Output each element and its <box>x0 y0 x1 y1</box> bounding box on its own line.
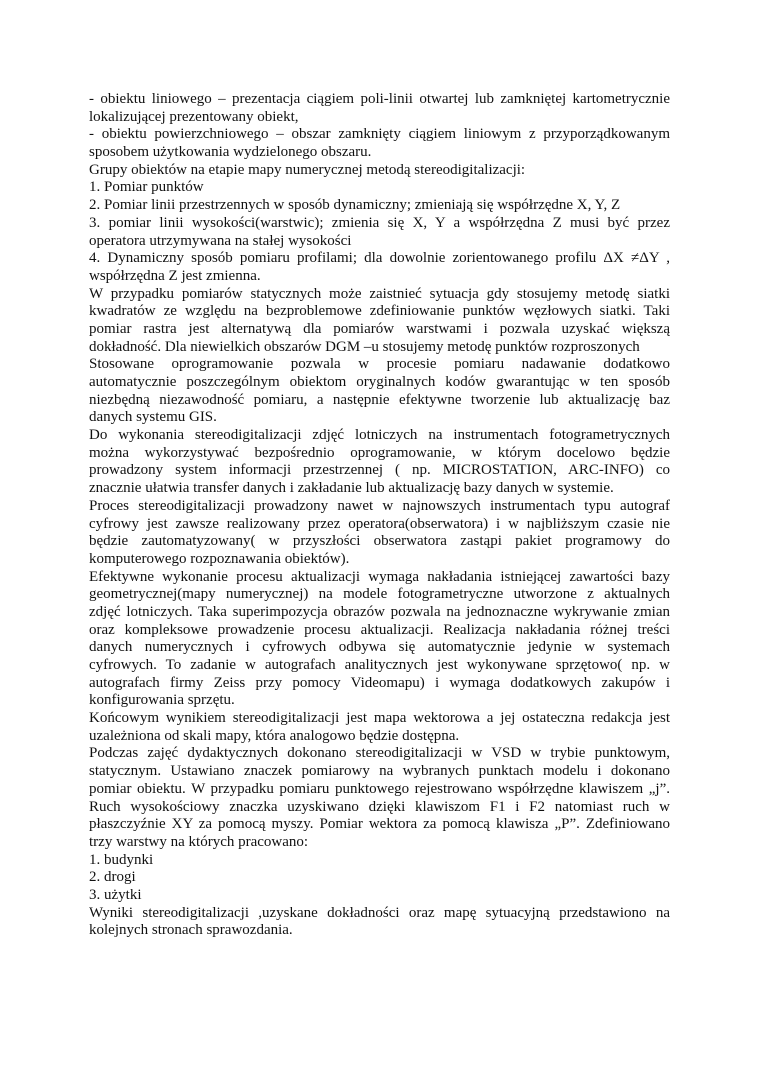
text-line: Grupy obiektów na etapie mapy numerycznej metodą stereodigitalizacji: <box>89 161 526 178</box>
text-line: dokładność. Dla niewielkich obszarów DGM –u stosujemy metodę punktów rozproszonych <box>89 338 640 355</box>
document-page <box>89 91 670 940</box>
text-line: - obiektu liniowego – prezentacja ciągiem poli-linii otwartej lub zamkniętej kartometrycznie <box>89 91 670 107</box>
paragraph <box>89 905 670 940</box>
text-line: cyfrowy jest zawsze realizowany przez operatora(obserwatora) i w najbliższym czasie nie <box>89 515 670 532</box>
paragraph <box>89 356 670 427</box>
text-line: geometrycznej(mapy numerycznej) na modele fotogrametryczne utworzone z aktualnych <box>89 586 670 603</box>
text-line: Końcowym wynikiem stereodigitalizacji jest mapa wektorowa a jej ostateczna redakcja jest <box>89 710 670 727</box>
text-line: 2. Pomiar linii przestrzennych w sposób dynamiczny; zmieniają się współrzędne X, Y, Z <box>89 197 621 214</box>
text-line: statycznym. Ustawiano znaczek pomiarowy na wybranych punktach modelu i dokonano <box>89 763 670 780</box>
text-line: lokalizującej prezentowany obiekt, <box>89 108 299 125</box>
paragraph <box>89 569 670 711</box>
text-line: 4. Dynamiczny sposób pomiaru profilami; dla dowolnie zorientowanego profilu ΔX ≠ΔY , <box>89 250 670 267</box>
text-line: Efektywne wykonanie procesu aktualizacji wymaga nakładania istniejącej zawartości bazy <box>89 568 670 585</box>
paragraph <box>89 162 670 180</box>
text-line: niezbędną niezawodność pomiaru, a następnie efektywne tworzenie lub aktualizację baz <box>89 391 670 408</box>
paragraph <box>89 250 670 285</box>
text-line: pomiar obiektu. W przypadku pomiaru punktowego rejestrowano współrzędne klawiszem „j”. <box>89 780 670 797</box>
text-line: będzie zautomatyzowany( w przyszłości obserwatora zastąpi pakiet programowy do <box>89 533 670 550</box>
text-line: płaszczyźnie XY za pomocą myszy. Pomiar wektora za pomocą klawisza „P”. Zdefiniowano <box>89 816 670 833</box>
text-line: trzy warstwy na których pracowano: <box>89 833 309 850</box>
text-line: Wyniki stereodigitalizacji ,uzyskane dokładności oraz mapę sytuacyjną przedstawiono na <box>89 904 670 921</box>
text-line: automatycznie poszczególnym obiektom oryginalnych kodów gwarantując w ten sposób <box>89 374 670 390</box>
text-line: kwadratów ze względu na bezproblemowe zdefiniowanie punktów węzłowych siatki. Taki <box>89 303 670 320</box>
text-line: współrzędna Z jest zmienna. <box>89 267 261 284</box>
text-line: komputerowego rozpoznawania obiektów). <box>89 550 350 567</box>
text-line: Stosowane oprogramowanie pozwala w procesie pomiaru nadawanie dodatkowo <box>89 356 670 373</box>
paragraph <box>89 869 670 887</box>
text-line: oraz kompleksowe prowadzenie procesu aktualizacji. Realizacja nakładania różnej treści <box>89 621 670 638</box>
text-line: 1. budynki <box>89 851 154 868</box>
text-line: uzależniona od skali mapy, która analogowo będzie dostępna. <box>89 727 460 744</box>
text-line: można wykorzystywać bezpośrednio oprogramowanie, w którym docelowo będzie <box>89 444 670 461</box>
text-line: danych numerycznych i cyfrowych odbywa się automatycznie jedynie w systemach <box>89 639 670 656</box>
text-line: 3. użytki <box>89 886 142 903</box>
text-line: Proces stereodigitalizacji prowadzony nawet w najnowszych instrumentach typu autograf <box>89 497 670 514</box>
text-line: Ruch wysokościowy znaczka uzyskiwano dzięki klawiszom F1 i F2 natomiast ruch w <box>89 798 670 815</box>
text-line: Podczas zajęć dydaktycznych dokonano stereodigitalizacji w VSD w trybie punktowym, <box>89 745 670 762</box>
text-line: kolejnych stronach sprawozdania. <box>89 922 293 939</box>
text-line: prowadzony system informacji przestrzennej ( np. MICROSTATION, ARC-INFO) co <box>89 462 670 479</box>
text-line: pomiar rastra jest alternatywą dla pomiarów warstwami i pozwala uzyskać większą <box>89 320 670 337</box>
text-line: operatora utrzymywana na stałej wysokości <box>89 232 352 249</box>
paragraph <box>89 498 670 569</box>
paragraph <box>89 126 670 161</box>
text-line: konfigurowania sprzętu. <box>89 692 235 709</box>
text-line: sposobem użytkowania wydzielonego obszaru. <box>89 144 372 161</box>
paragraph <box>89 887 670 905</box>
text-line: 3. pomiar linii wysokości(warstwic); zmienia się X, Y a współrzędna Z musi być przez <box>89 214 670 231</box>
paragraph <box>89 745 670 851</box>
paragraph <box>89 91 670 126</box>
paragraph <box>89 197 670 215</box>
paragraph <box>89 710 670 745</box>
paragraph <box>89 215 670 250</box>
text-line: danych systemu GIS. <box>89 409 217 426</box>
text-line: - obiektu powierzchniowego – obszar zamknięty ciągiem liniowym z przyporządkowanym <box>89 126 670 143</box>
text-line: W przypadku pomiarów statycznych może zaistnieć sytuacja gdy stosujemy metodę siatki <box>89 285 670 302</box>
paragraph <box>89 286 670 357</box>
paragraph <box>89 179 670 197</box>
paragraph <box>89 852 670 870</box>
text-line: zdjęć lotniczych. Taka superimpozycja obrazów pozwala na jednoznaczne wykrywanie zmian <box>89 603 670 620</box>
paragraph <box>89 427 670 498</box>
text-line: cyfrowych. To zadanie w autografach analitycznych jest wykonywane sprzętowo( np. w <box>89 657 670 673</box>
text-line: Do wykonania stereodigitalizacji zdjęć lotniczych na instrumentach fotogrametrycznych <box>89 427 670 444</box>
text-line: znacznie ułatwia transfer danych i zakładanie lub aktualizację bazy danych w systemie. <box>89 480 614 497</box>
text-line: 2. drogi <box>89 869 136 886</box>
text-line: autografach firmy Zeiss przy pomocy Videomapu) i wymaga dodatkowych zakupów i <box>89 674 670 691</box>
text-line: 1. Pomiar punktów <box>89 179 204 196</box>
